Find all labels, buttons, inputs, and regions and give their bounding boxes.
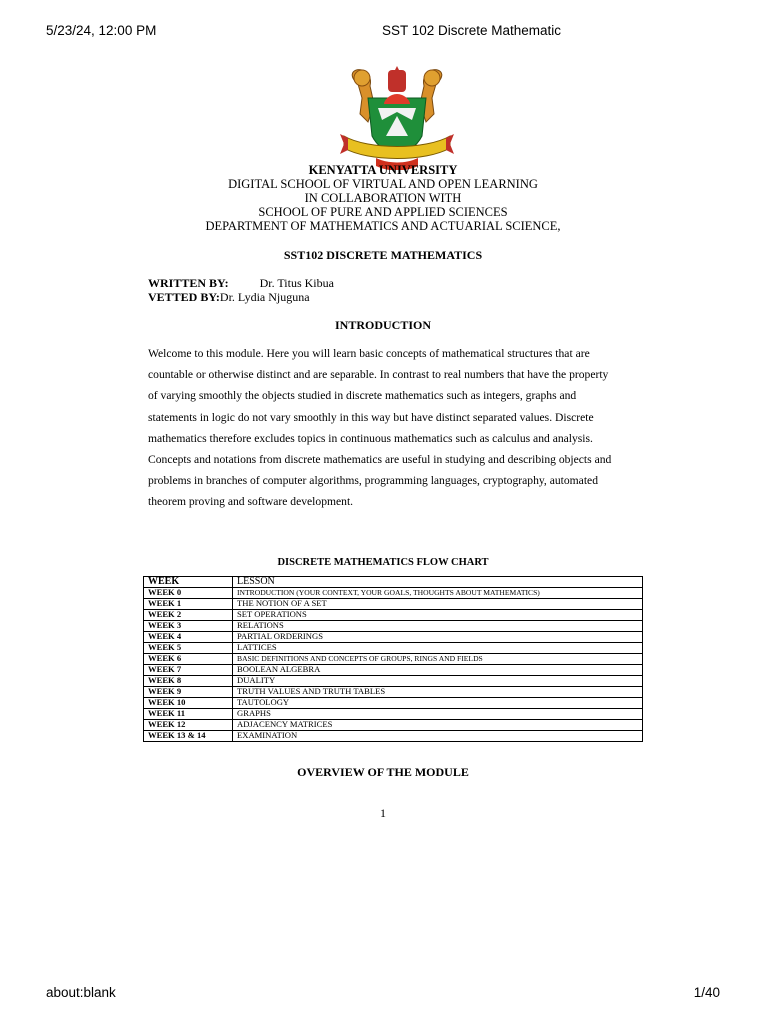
table-row bbox=[144, 698, 643, 709]
footer-page-indicator: 1/40 bbox=[693, 985, 720, 1000]
introduction-heading: INTRODUCTION bbox=[334, 318, 431, 332]
lesson-cell: THE NOTION OF A SET bbox=[233, 599, 643, 610]
week-cell: WEEK 9 bbox=[144, 687, 233, 698]
lesson-cell: TAUTOLOGY bbox=[233, 698, 643, 709]
table-row bbox=[144, 709, 643, 720]
table-row bbox=[144, 676, 643, 687]
lesson-cell: DUALITY bbox=[233, 676, 643, 687]
table-row bbox=[144, 731, 643, 742]
written-by-label: WRITTEN BY: bbox=[148, 276, 229, 290]
flow-chart-table bbox=[143, 576, 643, 742]
lesson-cell: TRUTH VALUES AND TRUTH TABLES bbox=[233, 687, 643, 698]
table-row bbox=[144, 720, 643, 731]
week-cell: WEEK 7 bbox=[144, 665, 233, 676]
table-row bbox=[144, 643, 643, 654]
institution-block bbox=[148, 163, 618, 233]
lesson-cell: PARTIAL ORDERINGS bbox=[233, 632, 643, 643]
table-row bbox=[144, 599, 643, 610]
week-cell: WEEK 11 bbox=[144, 709, 233, 720]
vetted-by-label: VETTED BY: bbox=[148, 290, 220, 304]
lesson-cell: SET OPERATIONS bbox=[233, 610, 643, 621]
table-row bbox=[144, 665, 643, 676]
week-cell: WEEK 8 bbox=[144, 676, 233, 687]
week-cell: WEEK 12 bbox=[144, 720, 233, 731]
table-row bbox=[144, 654, 643, 665]
school2-name: SCHOOL OF PURE AND APPLIED SCIENCES bbox=[258, 205, 508, 219]
week-cell: WEEK 1 bbox=[144, 599, 233, 610]
lesson-cell: RELATIONS bbox=[233, 621, 643, 632]
vetter-name: Dr. Lydia Njuguna bbox=[219, 290, 310, 304]
lesson-cell: BOOLEAN ALGEBRA bbox=[233, 665, 643, 676]
print-timestamp: 5/23/24, 12:00 PM bbox=[46, 23, 157, 38]
flow-chart-heading: DISCRETE MATHEMATICS FLOW CHART bbox=[277, 557, 489, 568]
table-header-row bbox=[144, 577, 643, 588]
university-name: KENYATTA UNIVERSITY bbox=[308, 163, 458, 177]
credits-block bbox=[148, 276, 334, 304]
author-name: Dr. Titus Kibua bbox=[259, 276, 334, 290]
lesson-cell: BASIC DEFINITIONS AND CONCEPTS OF GROUPS, RINGS AND FIELDS bbox=[233, 654, 643, 665]
lesson-cell: INTRODUCTION (YOUR CONTEXT, YOUR GOALS, THOUGHTS ABOUT MATHEMATICS) bbox=[233, 588, 643, 599]
week-cell: WEEK 3 bbox=[144, 621, 233, 632]
overview-heading: OVERVIEW OF THE MODULE bbox=[297, 765, 469, 779]
week-cell: WEEK 4 bbox=[144, 632, 233, 643]
course-title: SST102 DISCRETE MATHEMATICS bbox=[283, 248, 483, 262]
collaboration-line: IN COLLABORATION WITH bbox=[304, 191, 462, 205]
week-column-header: WEEK bbox=[144, 577, 233, 588]
lesson-cell: LATTICES bbox=[233, 643, 643, 654]
table-row bbox=[144, 632, 643, 643]
table-row bbox=[144, 687, 643, 698]
week-cell: WEEK 6 bbox=[144, 654, 233, 665]
lesson-cell: GRAPHS bbox=[233, 709, 643, 720]
lesson-column-header: LESSON bbox=[233, 577, 643, 588]
week-cell: WEEK 13 & 14 bbox=[144, 731, 233, 742]
week-cell: WEEK 0 bbox=[144, 588, 233, 599]
lesson-cell: ADJACENCY MATRICES bbox=[233, 720, 643, 731]
footer-url: about:blank bbox=[46, 985, 116, 1000]
school-name: DIGITAL SCHOOL OF VIRTUAL AND OPEN LEARNING bbox=[228, 177, 538, 191]
university-crest-logo bbox=[338, 64, 456, 170]
department-name: DEPARTMENT OF MATHEMATICS AND ACTUARIAL SCIENCE, bbox=[205, 219, 561, 233]
week-cell: WEEK 10 bbox=[144, 698, 233, 709]
table-row bbox=[144, 610, 643, 621]
lesson-cell: EXAMINATION bbox=[233, 731, 643, 742]
table-row bbox=[144, 621, 643, 632]
page-number: 1 bbox=[380, 806, 386, 820]
introduction-paragraph: Welcome to this module. Here you will learn basic concepts of mathematical structures that are countable or otherwise distinct and are separable. In contrast to real numbers that have the property of varying smoothly the objects studied in discrete mathematics such as integers, graphs and statements in logic do not vary smoothly in this way but have distinct separated values. Discrete mathematics therefore excludes topics in continuous mathematics such as calculus and analysis. Concepts and notations from discrete mathematics are useful in studying and describing objects and problems in branches of computer algorithms, programming languages, cryptography, automated theorem proving and software development. bbox=[148, 347, 612, 509]
table-row bbox=[144, 588, 643, 599]
print-doc-title: SST 102 Discrete Mathematic bbox=[381, 23, 562, 38]
week-cell: WEEK 5 bbox=[144, 643, 233, 654]
week-cell: WEEK 2 bbox=[144, 610, 233, 621]
